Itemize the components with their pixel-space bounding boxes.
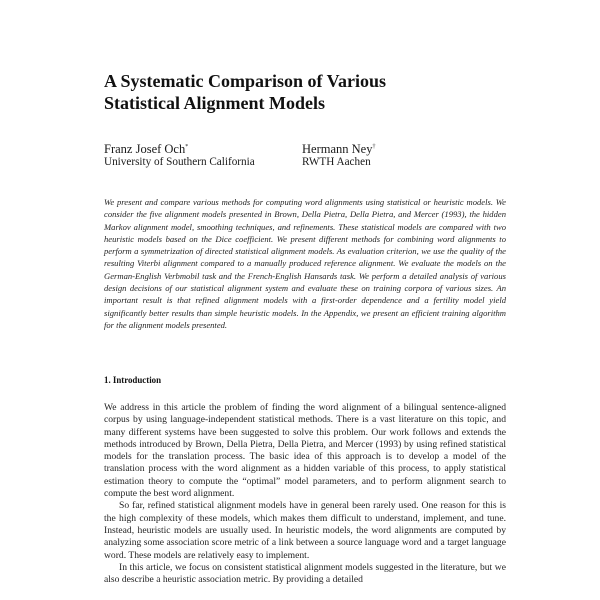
title-line-1: A Systematic Comparison of Various <box>104 71 387 91</box>
author-block-ney <box>302 140 375 170</box>
body-paragraph-1: We address in this article the problem of finding the word alignment of a bilingual sentence-aligned corpus by using language-independent statistical methods. There is a vast literature on this topic, and many different systems have been suggested to solve this problem. Our work follows and extends the methods introduced by Brown, Della Pietra, Della Pietra, and Mercer (1993) by using refined statistical models for the translation process. The basic idea of this approach is to develop a model of the translation process with the word alignment as a hidden variable of this process, to apply statistical estimation theory to compute the “optimal” model parameters, and to perform alignment search to compute the best word alignment. <box>104 402 506 500</box>
introduction-body <box>104 402 506 586</box>
author-footnote-mark-och: * <box>185 144 189 150</box>
author-block-och <box>104 140 255 170</box>
author-affiliation-ney: RWTH Aachen <box>302 156 371 169</box>
section-heading-introduction: 1. Introduction <box>104 375 162 385</box>
title-line-2: Statistical Alignment Models <box>104 93 325 113</box>
body-paragraph-3: In this article, we focus on consistent statistical alignment models suggested in the literature, but we also describe a heuristic association metric. By providing a detailed <box>104 561 506 586</box>
paper-title <box>104 70 504 114</box>
author-footnote-mark-ney: † <box>372 144 376 150</box>
author-affiliation-och: University of Southern California <box>104 156 255 169</box>
body-paragraph-2: So far, refined statistical alignment models have in general been rarely used. One reason for this is the high complexity of these models, which makes them difficult to understand, implement, and tune. Instead, heuristic models are usually used. In heuristic models, the word alignments are computed by analyzing some association score metric of a link between a source language word and a target language word. These models are relatively easy to implement. <box>104 500 506 561</box>
author-name-ney: Hermann Ney† <box>302 142 376 157</box>
abstract: We present and compare various methods for computing word alignments using statistical or heuristic models. We consider the five alignment models presented in Brown, Della Pietra, Della Pietra, and Mercer (1993), the hidden Markov alignment model, smoothing techniques, and refinements. These statistical models are compared with two heuristic models based on the Dice coefficient. We present different methods for combining word alignments to perform a symmetrization of directed statistical alignment models. As evaluation criterion, we use the quality of the resulting Viterbi alignment compared to a manually produced reference alignment. We evaluate the models on the German-English Verbmobil task and the French-English Hansards task. We perform a detailed analysis of various design decisions of our statistical alignment system and evaluate these on training corpora of various sizes. An important result is that refined alignment models with a first-order dependence and a fertility model yield significantly better results than simple heuristic models. In the Appendix, we present an efficient training algorithm for the alignment models presented. <box>104 197 506 330</box>
author-name-och: Franz Josef Och* <box>104 142 189 157</box>
